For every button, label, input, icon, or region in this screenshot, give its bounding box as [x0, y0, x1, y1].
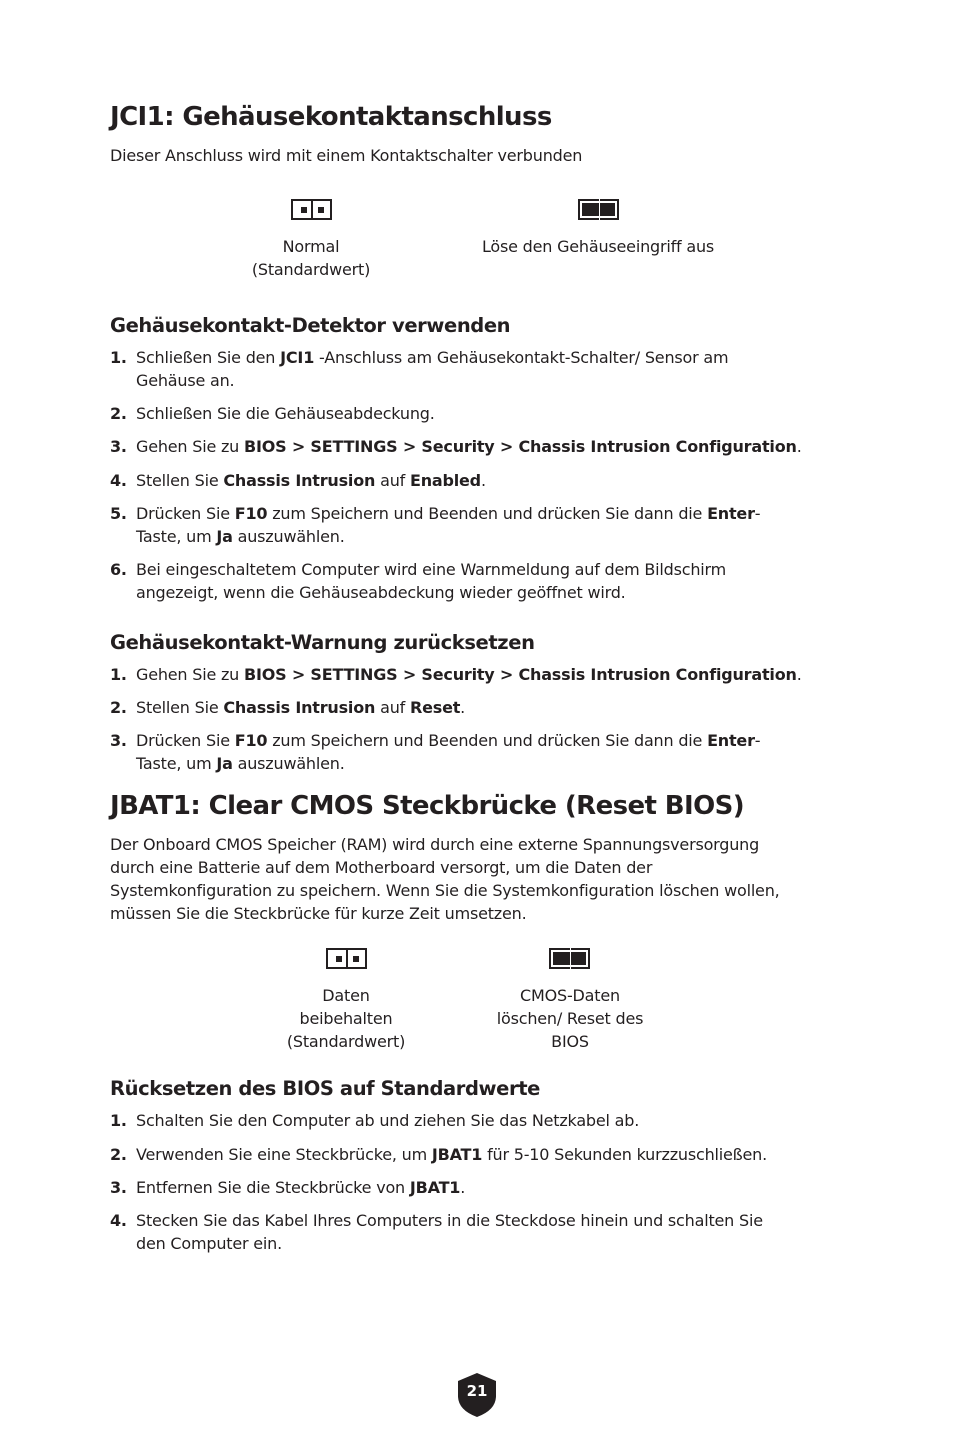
- jumper-clear-label: CMOS-Daten löschen/ Reset des BIOS: [496, 986, 644, 1051]
- jumper-normal-label: Normal (Standardwert): [251, 237, 371, 279]
- subsection-title-reset-warning: Gehäusekontakt-Warnung zurücksetzen: [110, 631, 535, 654]
- jumper-keep-label: Daten beibehalten (Standardwert): [286, 986, 406, 1051]
- page-number: 21: [466, 1382, 488, 1400]
- subsection-title-detector: Gehäusekontakt-Detektor verwenden: [110, 314, 511, 337]
- jbat1-intro: Der Onboard CMOS Speicher (RAM) wird durch eine externe Spannungsversorgung durch eine Batterie auf dem Motherboard versorgt, um die Daten der Systemkonfiguration zu speichern. Wenn Sie die Systemkonfiguration löschen wollen, müssen Sie die Steckbrücke für kurze Zeit umsetzen.: [110, 835, 780, 923]
- section-title-jci1: JCI1: Gehäusekontaktanschluss: [110, 102, 552, 132]
- section-title-jbat1: JBAT1: Clear CMOS Steckbrücke (Reset BIOS): [110, 791, 745, 821]
- jumper-open-icon: [291, 199, 332, 220]
- jumper-closed-icon: [549, 948, 590, 969]
- jci1-intro: Dieser Anschluss wird mit einem Kontaktschalter verbunden: [110, 146, 583, 165]
- page-number-badge: [457, 1372, 497, 1418]
- jumper-trip-label: Löse den Gehäuseeingriff aus: [481, 237, 715, 256]
- jumper-closed-icon: [578, 199, 619, 220]
- jumper-open-icon: [326, 948, 367, 969]
- subsection-title-bios-reset: Rücksetzen des BIOS auf Standardwerte: [110, 1077, 540, 1100]
